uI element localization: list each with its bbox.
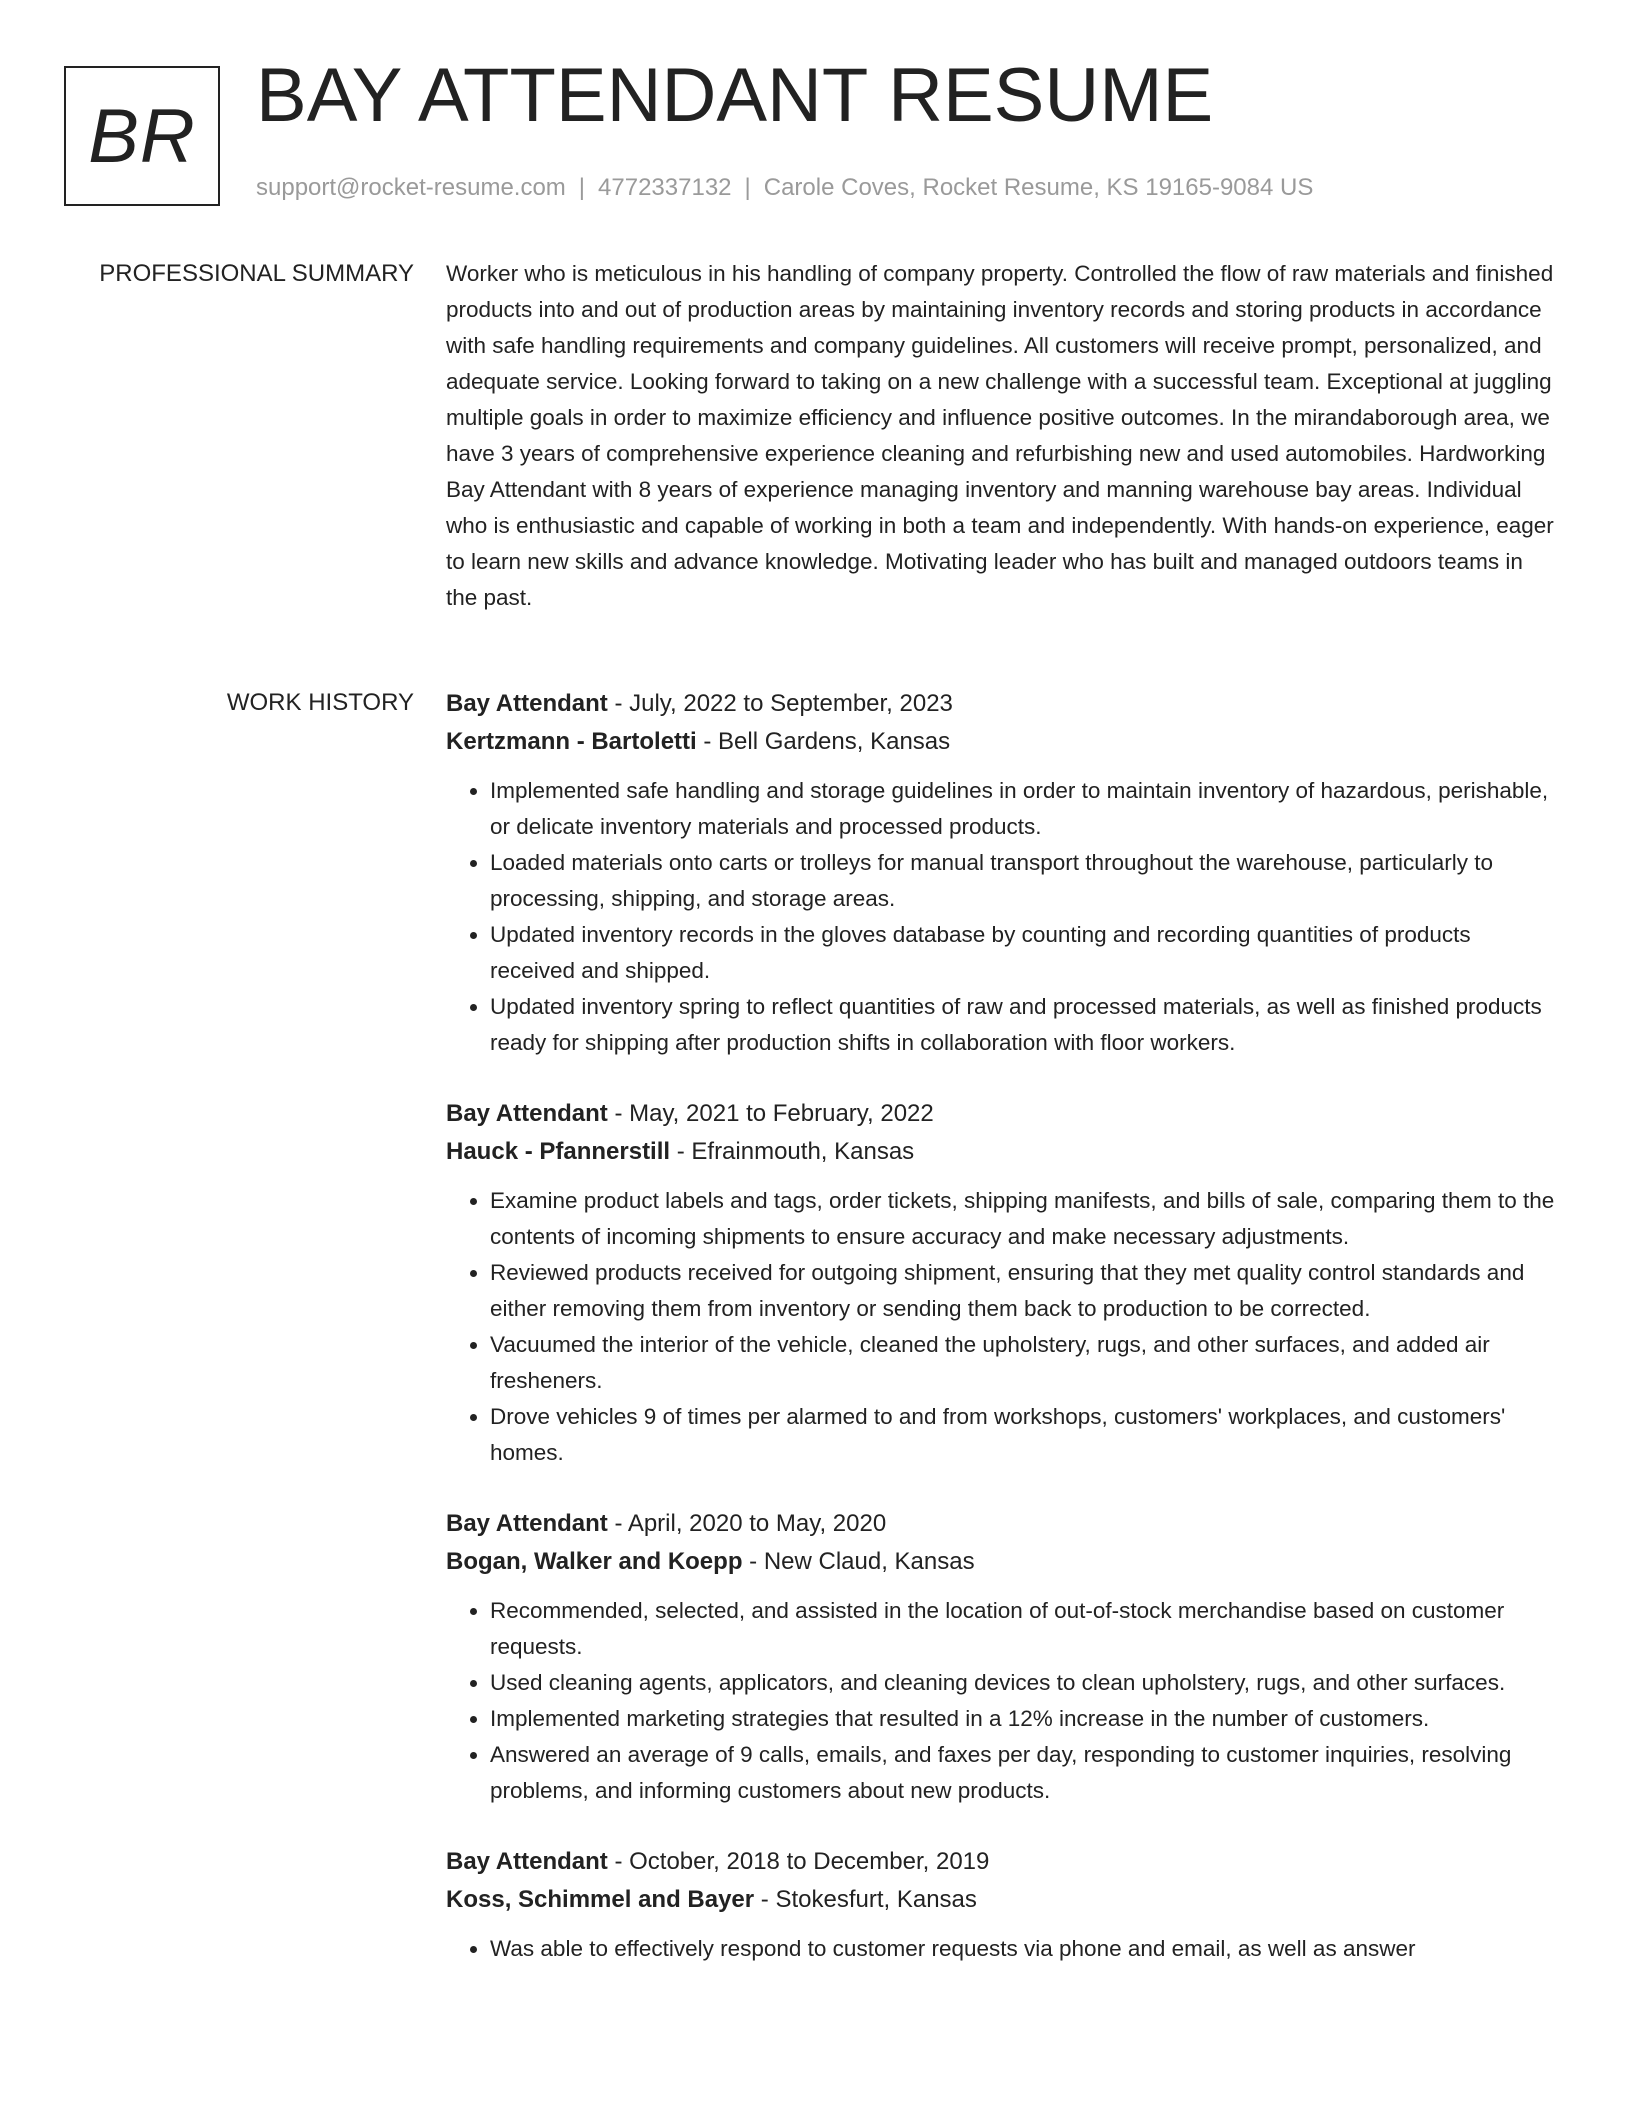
job-company: Hauck - Pfannerstill xyxy=(446,1138,671,1165)
monogram-initials: BR xyxy=(88,93,196,179)
dash: - xyxy=(754,1886,776,1913)
job-duty: • Was able to effectively respond to customer requests via phone and email, as well as answer xyxy=(490,1931,1560,1967)
job-duty: • Vacuumed the interior of the vehicle, cleaned the upholstery, rugs, and other surfaces, and added air fresheners. xyxy=(490,1327,1560,1399)
dash: - xyxy=(607,690,630,717)
job-duty: • Updated inventory records in the gloves database by counting and recording quantities of products received and shipped. xyxy=(490,917,1560,989)
section-label-work-history: WORK HISTORY xyxy=(226,689,414,716)
dash: - xyxy=(670,1138,692,1165)
job-duty: • Reviewed products received for outgoing shipment, ensuring that they met quality control standards and either removing them from inventory or sending them back to production to be corrected. xyxy=(490,1255,1560,1327)
job-company-line xyxy=(446,723,1560,761)
job-title-line xyxy=(446,1843,1560,1881)
job-entry xyxy=(446,1095,1560,1471)
job-title: Bay Attendant xyxy=(446,1100,608,1127)
job-title: Bay Attendant xyxy=(446,1848,608,1875)
job-company-line xyxy=(446,1133,1560,1171)
job-location: Stokesfurt, Kansas xyxy=(775,1886,977,1913)
job-entry xyxy=(446,1505,1560,1809)
job-location: Bell Gardens, Kansas xyxy=(718,728,951,755)
job-duties-list xyxy=(446,1183,1560,1471)
dash: - xyxy=(607,1848,630,1875)
job-dates: July, 2022 to September, 2023 xyxy=(629,690,953,717)
job-company: Kertzmann - Bartoletti xyxy=(446,728,697,755)
contact-separator: | xyxy=(578,174,586,201)
job-company-line xyxy=(446,1881,1560,1919)
job-duty: • Answered an average of 9 calls, emails, and faxes per day, responding to customer inquiries, resolving problems, and informing customers about new products. xyxy=(490,1737,1560,1809)
dash: - xyxy=(607,1510,628,1537)
job-title: Bay Attendant xyxy=(446,1510,608,1537)
section-label-summary: PROFESSIONAL SUMMARY xyxy=(99,260,414,287)
job-location: New Claud, Kansas xyxy=(763,1548,975,1575)
job-title-line xyxy=(446,1095,1560,1133)
job-duty: • Drove vehicles 9 of times per alarmed to and from workshops, customers' workplaces, and customers' homes. xyxy=(490,1399,1560,1471)
job-location: Efrainmouth, Kansas xyxy=(691,1138,915,1165)
job-entry xyxy=(446,685,1560,1061)
contact-address: Carole Coves, Rocket Resume, KS 19165-9084 US xyxy=(763,174,1314,201)
job-title: Bay Attendant xyxy=(446,690,608,717)
job-title-line xyxy=(446,1505,1560,1543)
job-title-line xyxy=(446,685,1560,723)
job-duty: • Updated inventory spring to reflect quantities of raw and processed materials, as well as finished products ready for shipping after production shifts in collaboration with floor workers. xyxy=(490,989,1560,1061)
summary-body xyxy=(446,256,1560,616)
job-duties-list xyxy=(446,1593,1560,1809)
job-company: Koss, Schimmel and Bayer xyxy=(446,1886,755,1913)
dash: - xyxy=(696,728,719,755)
work-history-body xyxy=(446,685,1560,2001)
summary-text: Worker who is meticulous in his handling of company property. Controlled the flow of raw materials and finished products into and out of production areas by maintaining inventory records and storing products in accordance with safe handling requirements and company guidelines. All customers will receive prompt, personalized, and adequate service. Looking forward to taking on a new challenge with a successful team. Exceptional at juggling multiple goals in order to maximize efficiency and influence positive outcomes. In the mirandaborough area, we have 3 years of comprehensive experience cleaning and refurbishing new and used automobiles. Hardworking Bay Attendant with 8 years of experience managing inventory and manning warehouse bay areas. Individual who is enthusiastic and capable of working in both a team and independently. With hands-on experience, eager to learn new skills and advance knowledge. Motivating leader who has built and managed outdoors teams in the past. xyxy=(446,261,1554,610)
contact-email[interactable]: support@rocket-resume.com xyxy=(256,174,566,201)
job-dates: October, 2018 to December, 2019 xyxy=(629,1848,990,1875)
monogram-logo xyxy=(64,66,220,206)
job-company-line xyxy=(446,1543,1560,1581)
contact-line xyxy=(256,174,1313,202)
job-duty: • Used cleaning agents, applicators, and cleaning devices to clean upholstery, rugs, and other surfaces. xyxy=(490,1665,1560,1701)
job-duties-list xyxy=(446,773,1560,1061)
dash: - xyxy=(607,1100,630,1127)
contact-separator: | xyxy=(744,174,751,201)
job-duty: • Implemented marketing strategies that resulted in a 12% increase in the number of customers. xyxy=(490,1701,1560,1737)
job-duties-list xyxy=(446,1931,1560,1967)
job-dates: April, 2020 to May, 2020 xyxy=(627,1510,887,1537)
job-duty: • Loaded materials onto carts or trolleys for manual transport throughout the warehouse, particularly to processing, shipping, and storage areas. xyxy=(490,845,1560,917)
resume-title: BAY ATTENDANT RESUME xyxy=(256,53,1214,138)
dash: - xyxy=(742,1548,764,1575)
job-entry xyxy=(446,1843,1560,1967)
job-company: Bogan, Walker and Koepp xyxy=(446,1548,743,1575)
job-dates: May, 2021 to February, 2022 xyxy=(629,1100,934,1127)
job-duty: • Examine product labels and tags, order tickets, shipping manifests, and bills of sale, comparing them to the contents of incoming shipments to ensure accuracy and make necessary adjustments. xyxy=(490,1183,1560,1255)
job-duty: • Implemented safe handling and storage guidelines in order to maintain inventory of hazardous, perishable, or delicate inventory materials and processed products. xyxy=(490,773,1560,845)
contact-phone[interactable]: 4772337132 xyxy=(598,174,732,201)
job-duty: • Recommended, selected, and assisted in the location of out-of-stock merchandise based on customer requests. xyxy=(490,1593,1560,1665)
